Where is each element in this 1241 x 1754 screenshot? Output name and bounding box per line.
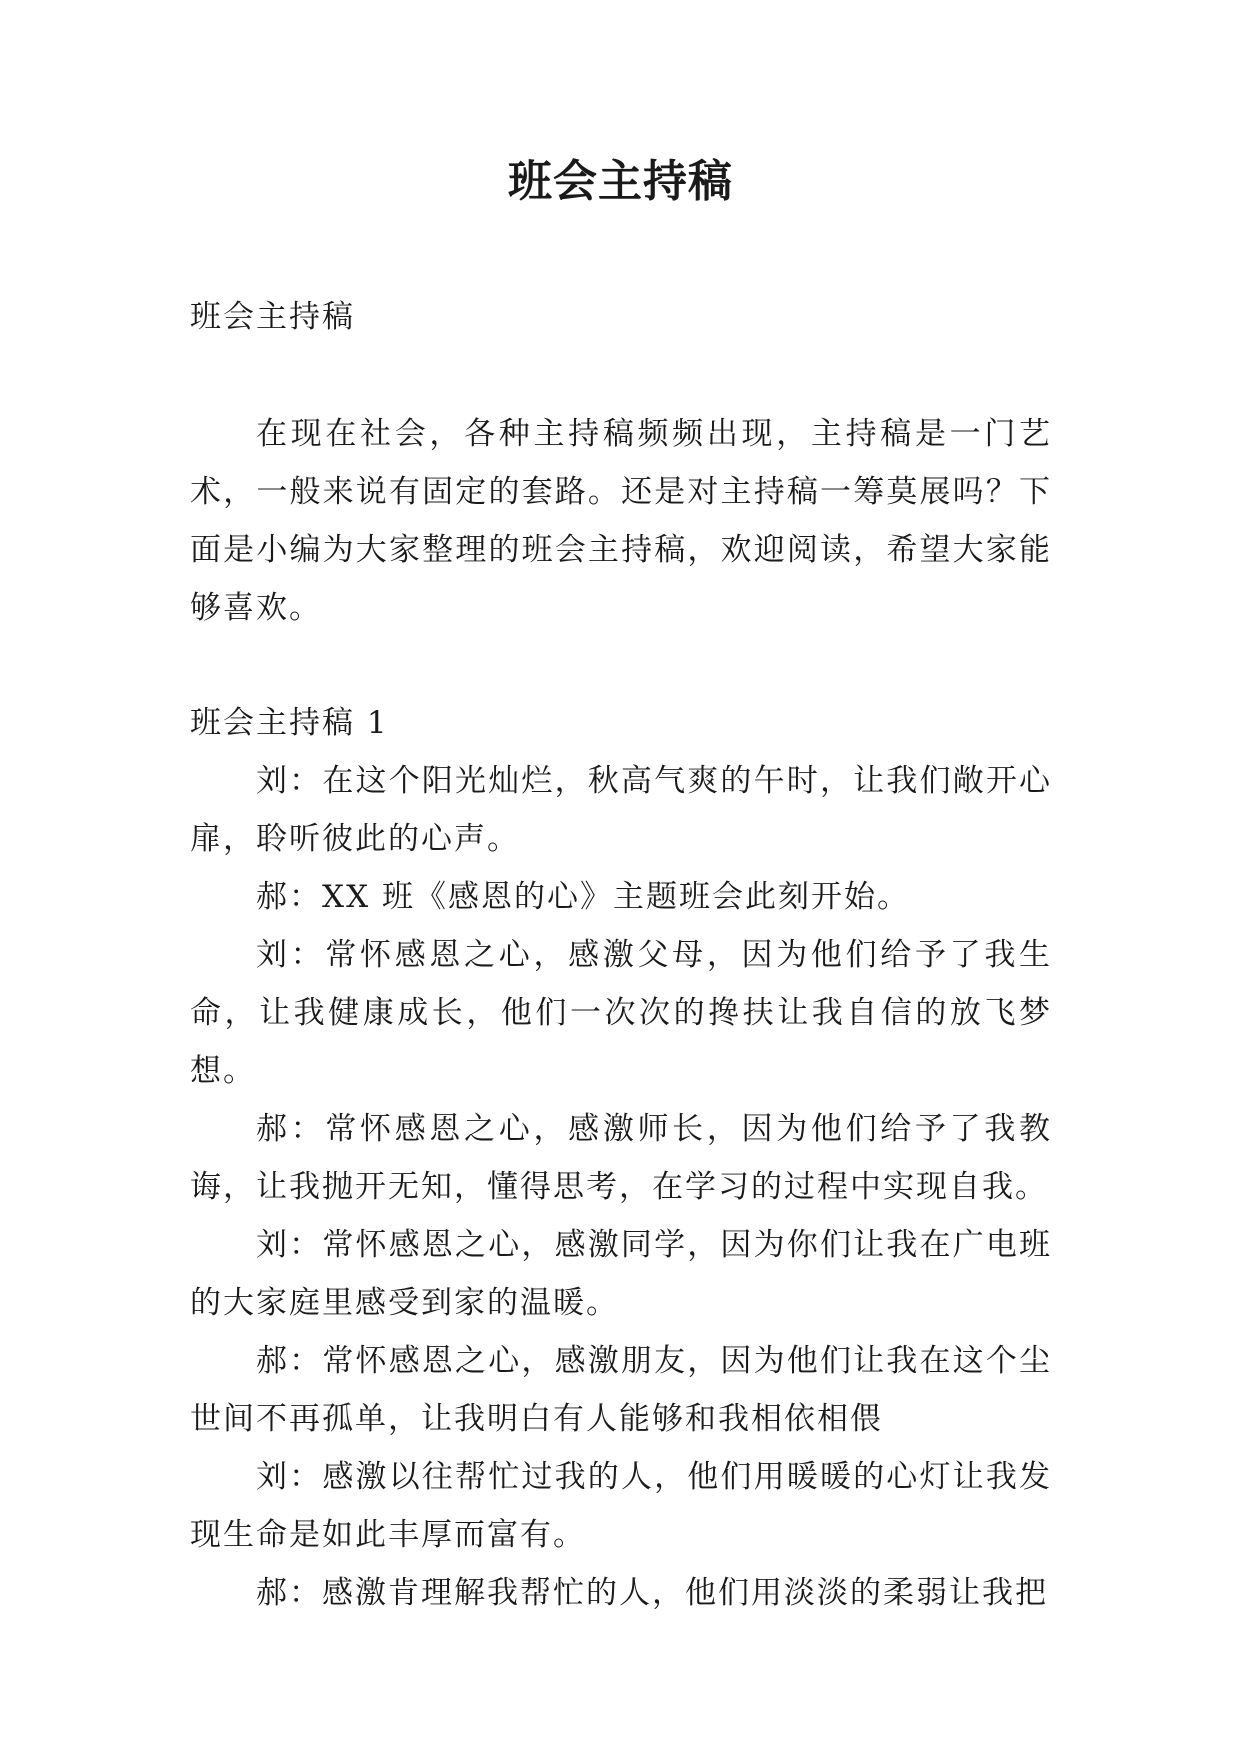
intro-text: 在现在社会，各种主持稿频频出现，主持稿是一门艺术，一般来说有固定的套路。还是对主持稿一筹莫展吗？下面是小编为大家整理的班会主持稿，欢迎阅读，希望大家能够喜欢。	[190, 416, 1052, 626]
intro-paragraph	[190, 405, 1052, 637]
dialogue-line: 郝：常怀感恩之心，感激朋友，因为他们让我在这个尘世间不再孤单，让我明白有人能够和我相依相偎	[190, 1343, 1052, 1437]
dialogue-line: 刘：常怀感恩之心，感激父母，因为他们给予了我生命，让我健康成长，他们一次次的搀扶让我自信的放飞梦想。	[190, 937, 1052, 1089]
dialogue-line: 刘：在这个阳光灿烂，秋高气爽的午时，让我们敞开心扉，聆听彼此的心声。	[190, 763, 1052, 857]
dialogue-line: 郝：感激肯理解我帮忙的人，他们用淡淡的柔弱让我把	[256, 1575, 1048, 1611]
dialogue-line: 刘：常怀感恩之心，感激同学，因为你们让我在广电班的大家庭里感受到家的温暖。	[190, 1227, 1052, 1321]
section-1	[190, 694, 1052, 1622]
dialogue-line: 郝：XX 班《感恩的心》主题班会此刻开始。	[256, 879, 910, 915]
dialogue-line: 刘：感激以往帮忙过我的人，他们用暖暖的心灯让我发现生命是如此丰厚而富有。	[190, 1459, 1052, 1553]
dialogue-line: 郝：常怀感恩之心，感激师长，因为他们给予了我教诲，让我抛开无知，懂得思考，在学习的过程中实现自我。	[190, 1111, 1052, 1205]
document-subtitle: 班会主持稿	[190, 299, 355, 335]
section-heading: 班会主持稿 1	[190, 705, 389, 741]
document-title: 班会主持稿	[508, 156, 733, 207]
